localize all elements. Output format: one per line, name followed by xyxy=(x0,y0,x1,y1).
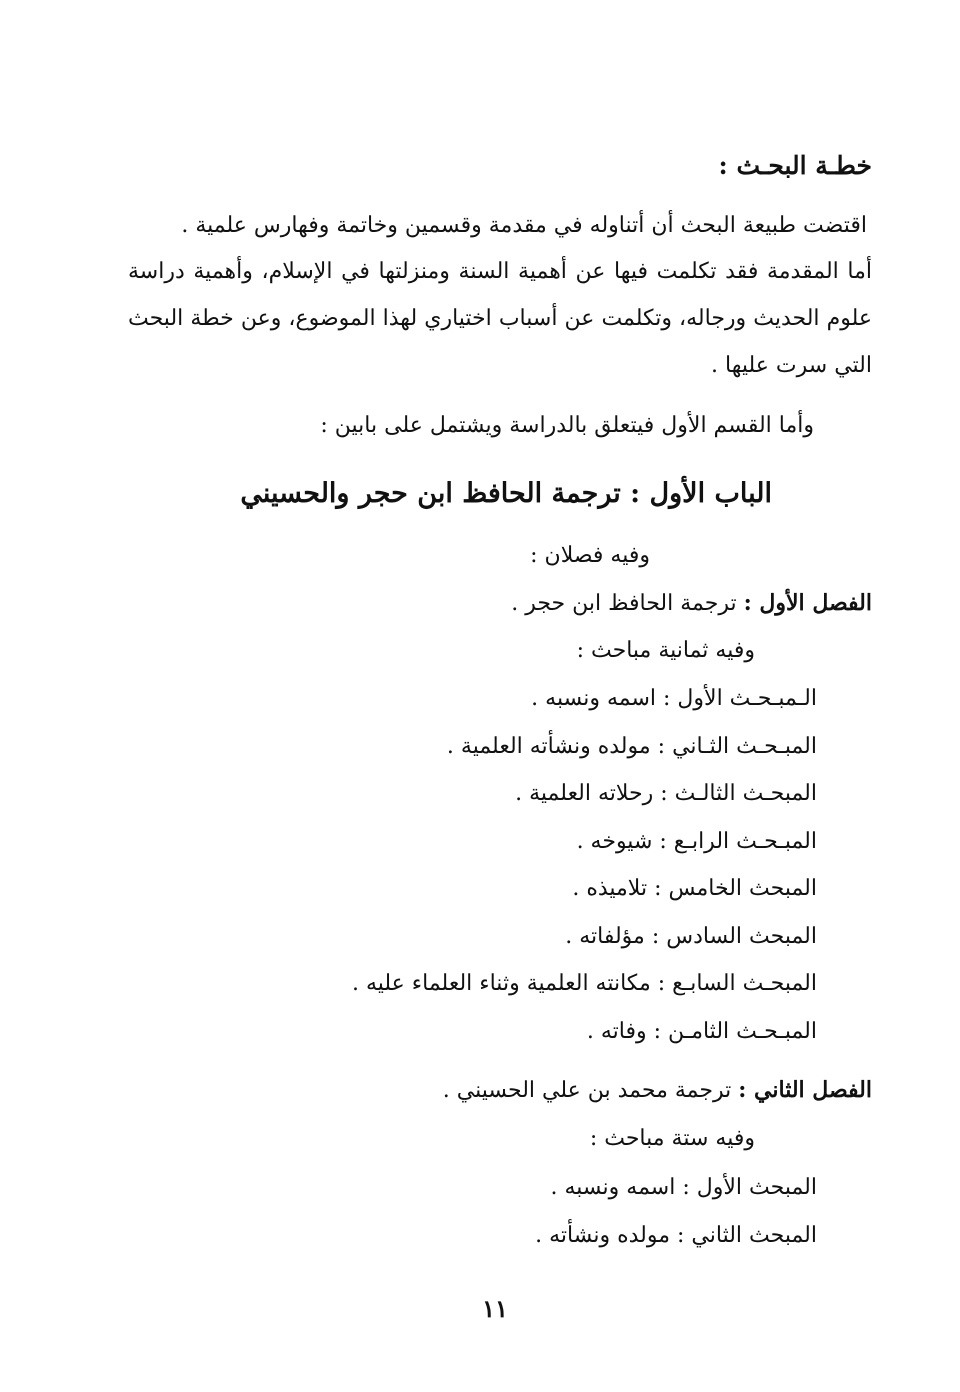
topic-item xyxy=(447,731,817,763)
intro-paragraph-2: أما المقدمة فقد تكلمت فيها عن أهمية السنة ومنزلتها في الإسلام، وأهمية دراسة علوم الحديث ورجاله، وتكلمت عن أسباب اختياري لهذا الموضوع، وعن خطة البحث التي سرت عليها . xyxy=(128,259,872,378)
chapter-contents: وفيه فصلان : xyxy=(530,543,650,568)
topic-text: اسمه ونسبه . xyxy=(531,686,657,711)
topic-text: شيوخه . xyxy=(576,829,653,854)
chapter-one-label: الفصل الأول : xyxy=(743,590,872,616)
chapter-two-text: ترجمة محمد بن علي الحسيني . xyxy=(442,1078,732,1103)
section-title: خطـة البحـث : xyxy=(718,151,872,180)
topic-label: المبحـث السابـع : xyxy=(657,971,817,996)
topic-item xyxy=(515,778,817,810)
topic-text: تلاميذه . xyxy=(572,876,648,901)
topic-item xyxy=(587,1016,817,1048)
page-number: ١١ xyxy=(482,1294,508,1323)
topic-text: وفاته . xyxy=(586,1019,647,1044)
topic-text: رحلاته العلمية . xyxy=(515,781,654,806)
chapter-two-label: الفصل الثاني : xyxy=(738,1077,872,1103)
topic-label: المبحث الأول : xyxy=(682,1175,817,1200)
chapter-one-title xyxy=(511,587,872,620)
topic-label: المبحث الخامس : xyxy=(654,876,817,901)
topic-label: المبـحـث الثامـن : xyxy=(653,1019,817,1044)
topic-item xyxy=(572,873,817,905)
topic-item xyxy=(550,1172,817,1204)
chapter-two-contents: وفيه ستة مباحث : xyxy=(589,1126,755,1151)
topic-item xyxy=(531,683,817,715)
topic-label: الـمبـحـث الأول : xyxy=(663,686,817,711)
intro-paragraph-1: اقتضت طبيعة البحث أن أتناوله في مقدمة وقسمين وخاتمة وفهارس علمية . xyxy=(181,213,867,238)
topic-item xyxy=(565,921,817,953)
topic-item xyxy=(352,968,817,1000)
topic-label: المبـحـث الثـاني : xyxy=(657,734,817,759)
topic-text: مولده ونشأته العلمية . xyxy=(446,734,651,759)
topic-item xyxy=(577,826,817,858)
chapter-two-title xyxy=(443,1074,872,1107)
topic-text: مكانته العلمية وثناء العلماء عليه . xyxy=(351,971,651,996)
chapter-one-contents: وفيه ثمانية مباحث : xyxy=(576,638,755,663)
topic-item xyxy=(535,1220,817,1252)
part-one-intro: وأما القسم الأول فيتعلق بالدراسة ويشتمل على بابين : xyxy=(320,413,814,438)
topic-text: مؤلفاته . xyxy=(565,924,645,949)
topic-label: المبـحـث الرابـع : xyxy=(659,829,817,854)
topic-label: المبحـث الثالـث : xyxy=(660,781,817,806)
topic-text: اسمه ونسبه . xyxy=(550,1175,676,1200)
chapter-one-text: ترجمة الحافظ ابن حجر . xyxy=(511,591,737,616)
topic-label: المبحث السادس : xyxy=(651,924,817,949)
chapter-title: الباب الأول : ترجمة الحافظ ابن حجر والحسيني xyxy=(240,478,772,509)
topic-text: مولده ونشأته . xyxy=(535,1223,670,1248)
topic-label: المبحث الثاني : xyxy=(677,1223,817,1248)
